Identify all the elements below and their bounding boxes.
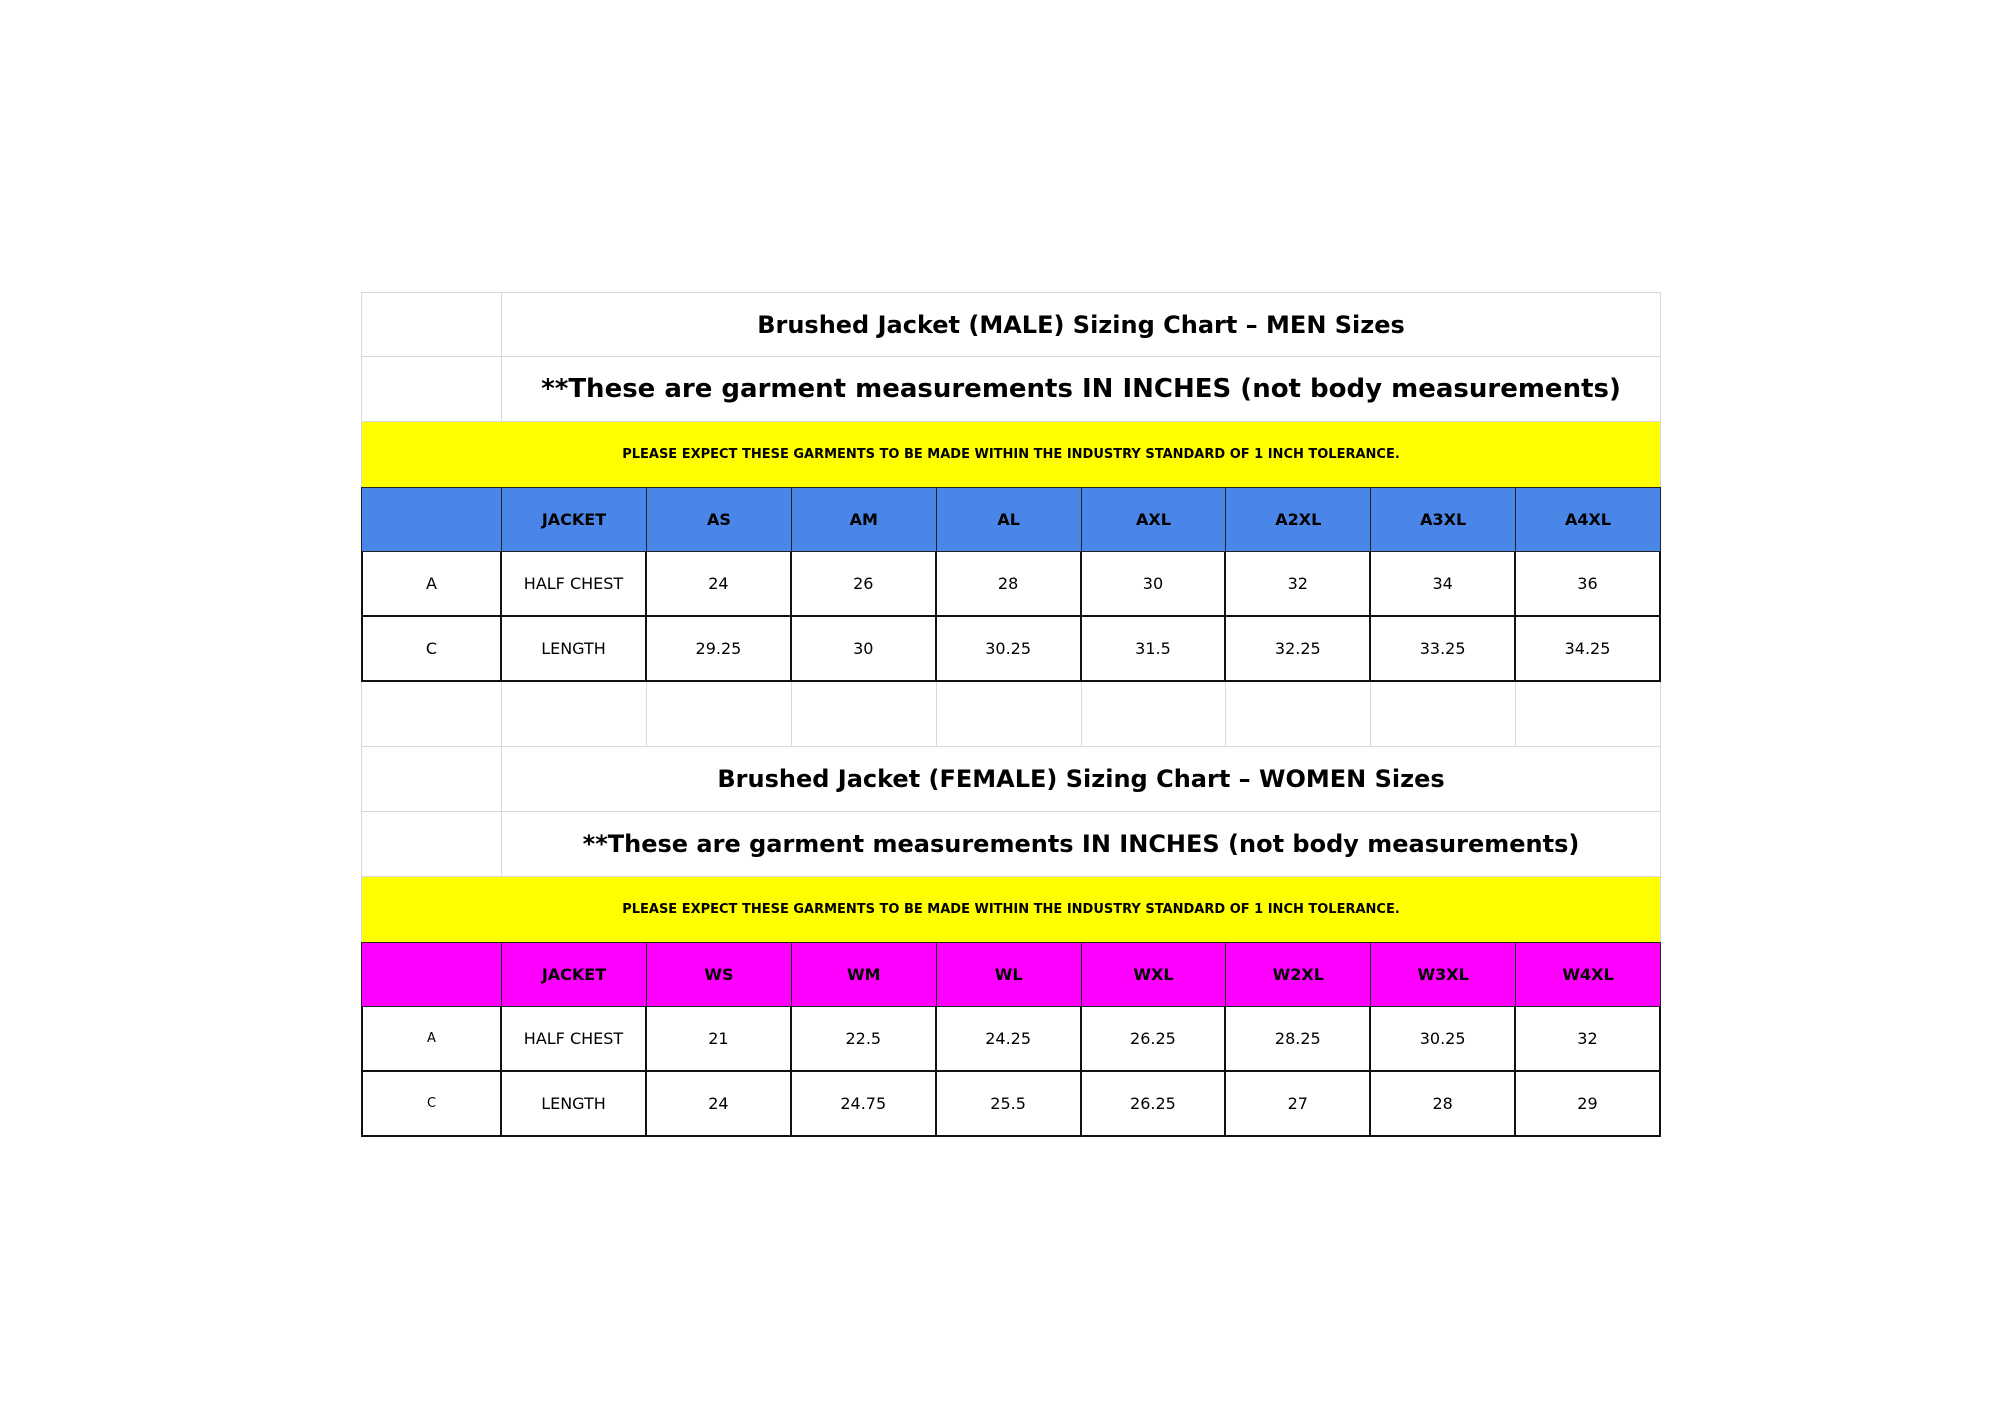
table-cell: 24.25 bbox=[937, 1007, 1082, 1072]
table-cell: 32 bbox=[1516, 1007, 1661, 1072]
table-cell: A bbox=[361, 552, 502, 617]
table-cell: LENGTH bbox=[502, 1072, 647, 1137]
table-cell: 28 bbox=[937, 552, 1082, 617]
table-cell: HALF CHEST bbox=[502, 552, 647, 617]
header-cell: WM bbox=[792, 942, 937, 1007]
header-cell: W4XL bbox=[1516, 942, 1661, 1007]
table-cell: 29 bbox=[1516, 1072, 1661, 1137]
table-cell: C bbox=[361, 617, 502, 682]
table-cell: 26 bbox=[792, 552, 937, 617]
header-cell: AS bbox=[647, 487, 792, 552]
table-cell: 34.25 bbox=[1516, 617, 1661, 682]
men-notice: PLEASE EXPECT THESE GARMENTS TO BE MADE WITHIN THE INDUSTRY STANDARD OF 1 INCH TOLERANCE. bbox=[361, 422, 1661, 487]
table-cell: 24 bbox=[647, 552, 792, 617]
header-cell: WXL bbox=[1082, 942, 1227, 1007]
table-cell: 34 bbox=[1371, 552, 1516, 617]
empty-cell bbox=[1226, 682, 1371, 747]
header-cell bbox=[361, 487, 502, 552]
empty-cell bbox=[647, 682, 792, 747]
table-cell: 28 bbox=[1371, 1072, 1516, 1137]
header-cell: AM bbox=[792, 487, 937, 552]
table-cell: C bbox=[361, 1072, 502, 1137]
men-title-row bbox=[361, 292, 1661, 357]
table-cell: 26.25 bbox=[1082, 1007, 1227, 1072]
header-cell: W3XL bbox=[1371, 942, 1516, 1007]
table-row bbox=[361, 617, 1661, 682]
table-row bbox=[361, 552, 1661, 617]
empty-cell bbox=[1082, 682, 1227, 747]
table-cell: A bbox=[361, 1007, 502, 1072]
women-subtitle-row bbox=[361, 812, 1661, 877]
header-cell: W2XL bbox=[1226, 942, 1371, 1007]
header-cell: JACKET bbox=[502, 942, 647, 1007]
header-cell: JACKET bbox=[502, 487, 647, 552]
empty-cell bbox=[792, 682, 937, 747]
table-cell: 33.25 bbox=[1371, 617, 1516, 682]
empty-cell bbox=[1371, 682, 1516, 747]
table-cell: 24 bbox=[647, 1072, 792, 1137]
header-cell: WS bbox=[647, 942, 792, 1007]
men-header-row bbox=[361, 487, 1661, 552]
table-cell: 32.25 bbox=[1226, 617, 1371, 682]
table-row bbox=[361, 1007, 1661, 1072]
table-cell: 30 bbox=[1082, 552, 1227, 617]
table-cell: 28.25 bbox=[1226, 1007, 1371, 1072]
table-cell: 27 bbox=[1226, 1072, 1371, 1137]
empty-cell bbox=[361, 357, 502, 422]
header-cell: AL bbox=[937, 487, 1082, 552]
women-title: Brushed Jacket (FEMALE) Sizing Chart – WOMEN Sizes bbox=[502, 747, 1661, 812]
header-cell: A4XL bbox=[1516, 487, 1661, 552]
men-title: Brushed Jacket (MALE) Sizing Chart – MEN Sizes bbox=[502, 292, 1661, 357]
women-header-row bbox=[361, 942, 1661, 1007]
table-cell: 26.25 bbox=[1082, 1072, 1227, 1137]
table-cell: 31.5 bbox=[1082, 617, 1227, 682]
men-subtitle-row bbox=[361, 357, 1661, 422]
table-cell: 36 bbox=[1516, 552, 1661, 617]
table-cell: 30.25 bbox=[1371, 1007, 1516, 1072]
empty-cell bbox=[361, 292, 502, 357]
empty-cell bbox=[937, 682, 1082, 747]
spacer-row bbox=[361, 682, 1661, 747]
empty-cell bbox=[1516, 682, 1661, 747]
table-cell: 24.75 bbox=[792, 1072, 937, 1137]
men-subtitle: **These are garment measurements IN INCHES (not body measurements) bbox=[502, 357, 1661, 422]
women-title-row bbox=[361, 747, 1661, 812]
header-cell: A3XL bbox=[1371, 487, 1516, 552]
empty-cell bbox=[361, 747, 502, 812]
women-notice: PLEASE EXPECT THESE GARMENTS TO BE MADE WITHIN THE INDUSTRY STANDARD OF 1 INCH TOLERANCE. bbox=[361, 877, 1661, 942]
sizing-sheet bbox=[361, 292, 1661, 1137]
women-subtitle: **These are garment measurements IN INCHES (not body measurements) bbox=[502, 812, 1661, 877]
table-cell: 29.25 bbox=[647, 617, 792, 682]
empty-cell bbox=[361, 812, 502, 877]
table-cell: 32 bbox=[1226, 552, 1371, 617]
header-cell bbox=[361, 942, 502, 1007]
table-row bbox=[361, 1072, 1661, 1137]
table-cell: HALF CHEST bbox=[502, 1007, 647, 1072]
header-cell: A2XL bbox=[1226, 487, 1371, 552]
empty-cell bbox=[361, 682, 502, 747]
table-cell: LENGTH bbox=[502, 617, 647, 682]
table-cell: 30 bbox=[792, 617, 937, 682]
table-cell: 22.5 bbox=[792, 1007, 937, 1072]
empty-cell bbox=[502, 682, 647, 747]
table-cell: 21 bbox=[647, 1007, 792, 1072]
table-cell: 25.5 bbox=[937, 1072, 1082, 1137]
table-cell: 30.25 bbox=[937, 617, 1082, 682]
header-cell: AXL bbox=[1082, 487, 1227, 552]
header-cell: WL bbox=[937, 942, 1082, 1007]
